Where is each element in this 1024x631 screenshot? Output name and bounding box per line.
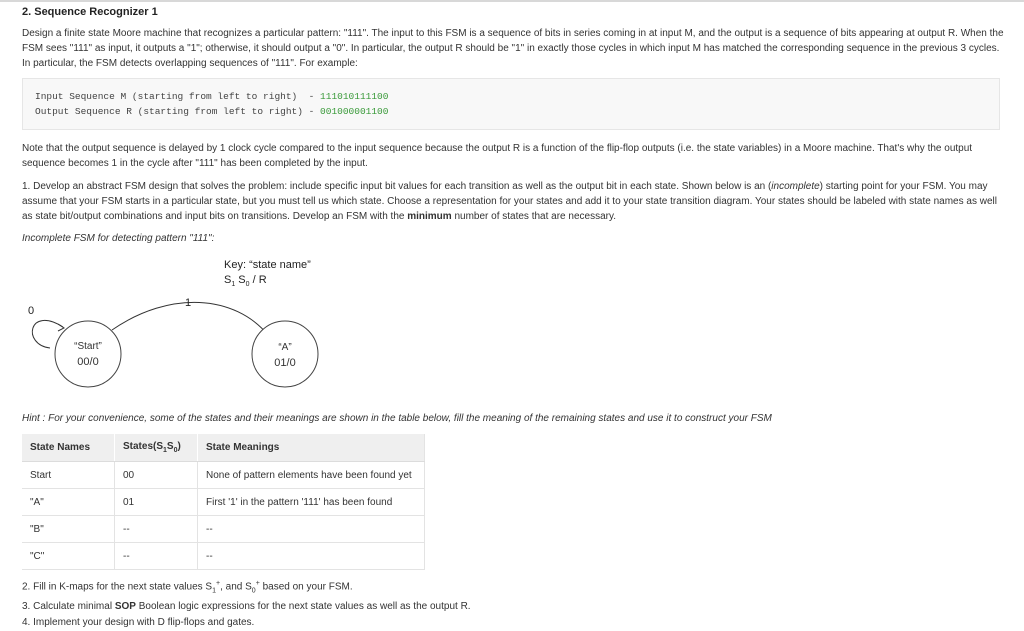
output-sequence-label: Output Sequence R (starting from left to right) - xyxy=(35,106,321,117)
example-code-block xyxy=(22,78,1000,130)
header-state-names: State Names xyxy=(22,434,115,462)
a-state-name: “A” xyxy=(278,342,292,353)
fsm-diagram xyxy=(0,250,420,400)
input-sequence-label: Input Sequence M (starting from left to right) - xyxy=(35,91,321,102)
state-name-cell: "A" xyxy=(22,489,115,516)
self-loop-label: 0 xyxy=(28,305,35,317)
section-title: 2. Sequence Recognizer 1 xyxy=(22,6,158,18)
state-name-cell: Start xyxy=(22,462,115,489)
task-1-text-b: ) starting point for your FSM. You may assume that your FSM starts in a particular state, but you must tell us which state. Choose a representation for your states and add it to your state transition diagram. Your states should be labeled with state names as well as state bit/output combinations and input bits on transitions. Develop an FSM with the xyxy=(22,181,997,222)
header-state-bits: $States(S_1S_0)$ xyxy=(115,434,198,462)
task-4: 4. Implement your design with D flip-flops and gates. xyxy=(22,617,255,629)
state-name-cell: "B" xyxy=(22,516,115,543)
self-loop-arrowhead xyxy=(58,324,64,331)
state-code-cell: 00 xyxy=(115,462,198,489)
state-table xyxy=(22,434,425,570)
task-1-italic: incomplete xyxy=(771,181,820,192)
output-sequence-line xyxy=(35,106,388,117)
hint-text: Hint : For your convenience, some of the states and their meanings are shown in the table below, fill the meaning of the remaining states and use it to construct your FSM xyxy=(22,413,772,424)
state-name-cell: "C" xyxy=(22,543,115,570)
state-table-header xyxy=(22,434,425,462)
task-3: 3. Calculate minimal SOP Boolean logic expressions for the next state values as well as the output R. xyxy=(22,601,471,613)
note-paragraph: Note that the output sequence is delayed by 1 clock cycle compared to the input sequence because the output R is a function of the flip-flop outputs (i.e. the state variables) in a Moore machine. That's why the output sequence becomes 1 in the cycle after "111" has been completed by the input. xyxy=(22,143,973,169)
intro-paragraph: Design a finite state Moore machine that recognizes a particular pattern: "111". The input to this FSM is a sequence of bits in series coming in at input M, and the output is a sequence of bits appearing at output R. When the FSM sees "111" as input, it outputs a "1"; otherwise, it should output a "0". In particular, the output R should be "1" in exactly those cycles in which input M has matched the corresponding sequence in the previous 3 cycles. In particular, the FSM detects overlapping sequences of "111". For example: xyxy=(22,28,1004,69)
state-meaning-cell: -- xyxy=(198,516,425,543)
input-sequence-value: 111010111100 xyxy=(320,91,389,102)
key-format: $S_1$ $S_0$ / R xyxy=(224,274,267,288)
state-code-cell: -- xyxy=(115,516,198,543)
task-1-paragraph xyxy=(22,179,1007,224)
state-code-cell: -- xyxy=(115,543,198,570)
output-sequence-value: 001000001100 xyxy=(320,106,389,117)
task-list xyxy=(22,576,471,631)
incomplete-label: Incomplete xyxy=(22,233,71,244)
incomplete-rest: FSM for detecting pattern "111": xyxy=(70,233,215,244)
table-row xyxy=(22,543,425,570)
top-divider xyxy=(0,0,1024,2)
header-state-meanings: State Meanings xyxy=(198,434,425,462)
incomplete-fsm-caption xyxy=(22,231,214,246)
start-state-circle xyxy=(55,321,121,387)
state-meaning-cell: First '1' in the pattern '111' has been found xyxy=(198,489,425,516)
state-meaning-cell: -- xyxy=(198,543,425,570)
table-row xyxy=(22,489,425,516)
a-state-circle xyxy=(252,321,318,387)
state-meaning-cell: None of pattern elements have been found yet xyxy=(198,462,425,489)
task-1-text-c: number of states that are necessary. xyxy=(451,211,617,222)
key-title: Key: “state name” xyxy=(224,259,311,271)
table-row xyxy=(22,462,425,489)
task-2: 2. Fill in K-maps for the next state values $S_1^+$, and $S_0^+$ based on your FSM. xyxy=(22,580,353,595)
start-state-code: 00/0 xyxy=(77,356,99,368)
task-1-bold: minimum xyxy=(407,211,452,222)
table-row xyxy=(22,516,425,543)
state-code-cell: 01 xyxy=(115,489,198,516)
start-state-name: “Start” xyxy=(74,341,102,352)
task-1-text-a: 1. Develop an abstract FSM design that solves the problem: include specific input bit values for each transition as well as the output bit in each state. Shown below is an ( xyxy=(22,181,772,192)
input-sequence-line xyxy=(35,91,388,102)
a-state-code: 01/0 xyxy=(274,357,296,369)
transition-label: 1 xyxy=(185,297,192,309)
